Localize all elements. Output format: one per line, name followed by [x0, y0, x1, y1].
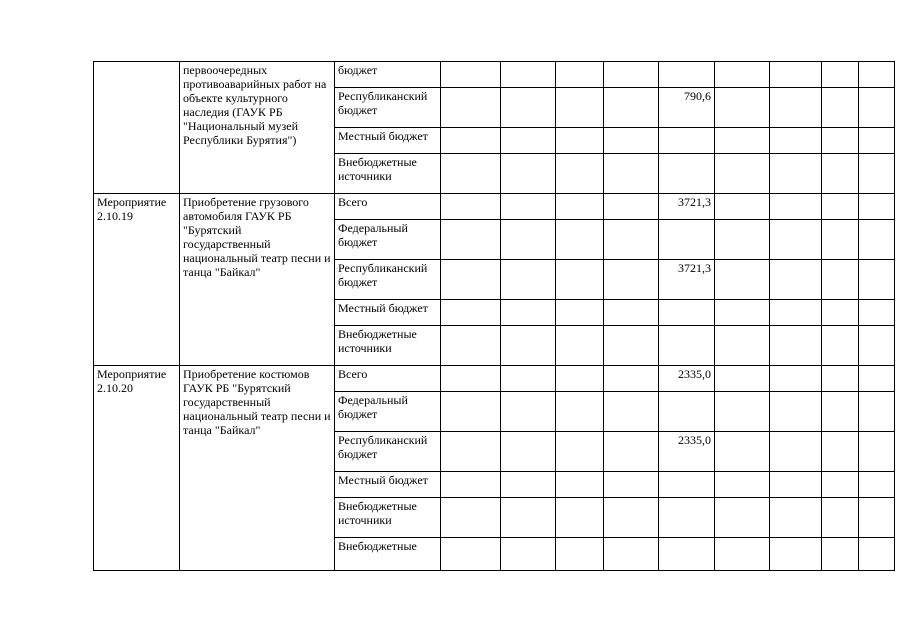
empty-cell — [822, 62, 859, 88]
event-code-cell: Мероприятие 2.10.20 — [94, 366, 180, 571]
funding-source-cell: Республиканский бюджет — [335, 432, 441, 472]
empty-cell — [441, 128, 501, 154]
amount-cell — [659, 128, 715, 154]
amount-cell — [659, 326, 715, 366]
empty-cell — [441, 300, 501, 326]
empty-cell — [501, 366, 556, 392]
event-name-cell: Приобретение костюмов ГАУК РБ "Бурятский государственный национальный театр песни и танца "Байкал" — [180, 366, 335, 571]
empty-cell — [715, 538, 770, 571]
empty-cell — [859, 326, 895, 366]
empty-cell — [556, 88, 604, 128]
empty-cell — [441, 260, 501, 300]
empty-cell — [770, 432, 822, 472]
empty-cell — [715, 62, 770, 88]
table-body — [94, 62, 895, 571]
empty-cell — [859, 88, 895, 128]
empty-cell — [501, 62, 556, 88]
empty-cell — [770, 538, 822, 571]
empty-cell — [604, 194, 659, 220]
empty-cell — [859, 260, 895, 300]
empty-cell — [501, 432, 556, 472]
empty-cell — [859, 194, 895, 220]
empty-cell — [715, 432, 770, 472]
empty-cell — [604, 498, 659, 538]
funding-source-cell: Республиканский бюджет — [335, 88, 441, 128]
empty-cell — [822, 220, 859, 260]
funding-source-cell: Внебюджетные — [335, 538, 441, 571]
empty-cell — [441, 472, 501, 498]
amount-cell — [659, 154, 715, 194]
amount-cell: 790,6 — [659, 88, 715, 128]
empty-cell — [604, 128, 659, 154]
amount-cell — [659, 62, 715, 88]
empty-cell — [715, 472, 770, 498]
empty-cell — [715, 220, 770, 260]
amount-cell — [659, 472, 715, 498]
empty-cell — [556, 154, 604, 194]
empty-cell — [441, 62, 501, 88]
empty-cell — [822, 498, 859, 538]
amount-cell: 2335,0 — [659, 432, 715, 472]
empty-cell — [822, 366, 859, 392]
empty-cell — [556, 300, 604, 326]
empty-cell — [859, 62, 895, 88]
empty-cell — [715, 366, 770, 392]
empty-cell — [441, 154, 501, 194]
empty-cell — [770, 260, 822, 300]
empty-cell — [441, 538, 501, 571]
empty-cell — [556, 194, 604, 220]
funding-source-cell: Республиканский бюджет — [335, 260, 441, 300]
event-code-cell: Мероприятие 2.10.19 — [94, 194, 180, 366]
empty-cell — [441, 366, 501, 392]
funding-source-cell: Местный бюджет — [335, 300, 441, 326]
empty-cell — [556, 392, 604, 432]
empty-cell — [604, 62, 659, 88]
empty-cell — [441, 326, 501, 366]
funding-source-cell: Внебюджетные источники — [335, 154, 441, 194]
empty-cell — [770, 326, 822, 366]
empty-cell — [859, 498, 895, 538]
empty-cell — [822, 128, 859, 154]
amount-cell — [659, 300, 715, 326]
empty-cell — [556, 220, 604, 260]
empty-cell — [715, 326, 770, 366]
empty-cell — [441, 392, 501, 432]
amount-cell: 2335,0 — [659, 366, 715, 392]
empty-cell — [859, 392, 895, 432]
funding-source-cell: Федеральный бюджет — [335, 220, 441, 260]
empty-cell — [604, 366, 659, 392]
empty-cell — [604, 220, 659, 260]
funding-source-cell: Всего — [335, 366, 441, 392]
empty-cell — [556, 538, 604, 571]
empty-cell — [859, 220, 895, 260]
event-name-cell: Приобретение грузового автомобиля ГАУК РБ "Бурятский государственный национальный театр песни и танца "Байкал" — [180, 194, 335, 366]
empty-cell — [556, 260, 604, 300]
empty-cell — [441, 194, 501, 220]
empty-cell — [501, 538, 556, 571]
empty-cell — [770, 366, 822, 392]
empty-cell — [859, 300, 895, 326]
empty-cell — [859, 472, 895, 498]
funding-source-cell: бюджет — [335, 62, 441, 88]
empty-cell — [715, 88, 770, 128]
empty-cell — [770, 154, 822, 194]
table-row — [94, 366, 895, 392]
amount-cell — [659, 498, 715, 538]
empty-cell — [822, 326, 859, 366]
empty-cell — [715, 392, 770, 432]
empty-cell — [441, 432, 501, 472]
event-name-cell: первоочередных противоаварийных работ на объекте культурного наследия (ГАУК РБ "Национальный музей Республики Бурятия") — [180, 62, 335, 194]
amount-cell — [659, 538, 715, 571]
empty-cell — [604, 432, 659, 472]
empty-cell — [859, 366, 895, 392]
empty-cell — [556, 432, 604, 472]
empty-cell — [556, 498, 604, 538]
empty-cell — [822, 260, 859, 300]
empty-cell — [501, 260, 556, 300]
empty-cell — [501, 88, 556, 128]
empty-cell — [556, 472, 604, 498]
empty-cell — [604, 300, 659, 326]
budget-table — [93, 61, 895, 571]
empty-cell — [822, 392, 859, 432]
empty-cell — [715, 498, 770, 538]
funding-source-cell: Внебюджетные источники — [335, 326, 441, 366]
empty-cell — [715, 128, 770, 154]
empty-cell — [822, 154, 859, 194]
empty-cell — [604, 260, 659, 300]
empty-cell — [441, 88, 501, 128]
empty-cell — [501, 472, 556, 498]
empty-cell — [501, 128, 556, 154]
empty-cell — [770, 194, 822, 220]
empty-cell — [859, 128, 895, 154]
empty-cell — [822, 88, 859, 128]
empty-cell — [770, 62, 822, 88]
empty-cell — [604, 472, 659, 498]
empty-cell — [556, 128, 604, 154]
amount-cell: 3721,3 — [659, 260, 715, 300]
funding-source-cell: Местный бюджет — [335, 472, 441, 498]
empty-cell — [770, 392, 822, 432]
empty-cell — [441, 220, 501, 260]
empty-cell — [822, 432, 859, 472]
empty-cell — [556, 326, 604, 366]
event-code-cell — [94, 62, 180, 194]
amount-cell: 3721,3 — [659, 194, 715, 220]
empty-cell — [501, 498, 556, 538]
funding-source-cell: Всего — [335, 194, 441, 220]
empty-cell — [604, 392, 659, 432]
empty-cell — [604, 326, 659, 366]
empty-cell — [770, 88, 822, 128]
table-row — [94, 62, 895, 88]
empty-cell — [770, 300, 822, 326]
empty-cell — [770, 220, 822, 260]
empty-cell — [501, 154, 556, 194]
empty-cell — [501, 220, 556, 260]
empty-cell — [859, 432, 895, 472]
empty-cell — [822, 538, 859, 571]
empty-cell — [859, 538, 895, 571]
empty-cell — [822, 472, 859, 498]
empty-cell — [556, 62, 604, 88]
amount-cell — [659, 392, 715, 432]
empty-cell — [770, 472, 822, 498]
empty-cell — [715, 300, 770, 326]
empty-cell — [822, 300, 859, 326]
funding-source-cell: Местный бюджет — [335, 128, 441, 154]
amount-cell — [659, 220, 715, 260]
empty-cell — [604, 88, 659, 128]
empty-cell — [715, 260, 770, 300]
empty-cell — [501, 326, 556, 366]
empty-cell — [604, 538, 659, 571]
funding-source-cell: Внебюджетные источники — [335, 498, 441, 538]
empty-cell — [501, 392, 556, 432]
empty-cell — [556, 366, 604, 392]
funding-source-cell: Федеральный бюджет — [335, 392, 441, 432]
table-row — [94, 194, 895, 220]
empty-cell — [604, 154, 659, 194]
empty-cell — [770, 128, 822, 154]
empty-cell — [501, 194, 556, 220]
empty-cell — [715, 154, 770, 194]
empty-cell — [822, 194, 859, 220]
empty-cell — [859, 154, 895, 194]
empty-cell — [441, 498, 501, 538]
empty-cell — [501, 300, 556, 326]
empty-cell — [770, 498, 822, 538]
empty-cell — [715, 194, 770, 220]
